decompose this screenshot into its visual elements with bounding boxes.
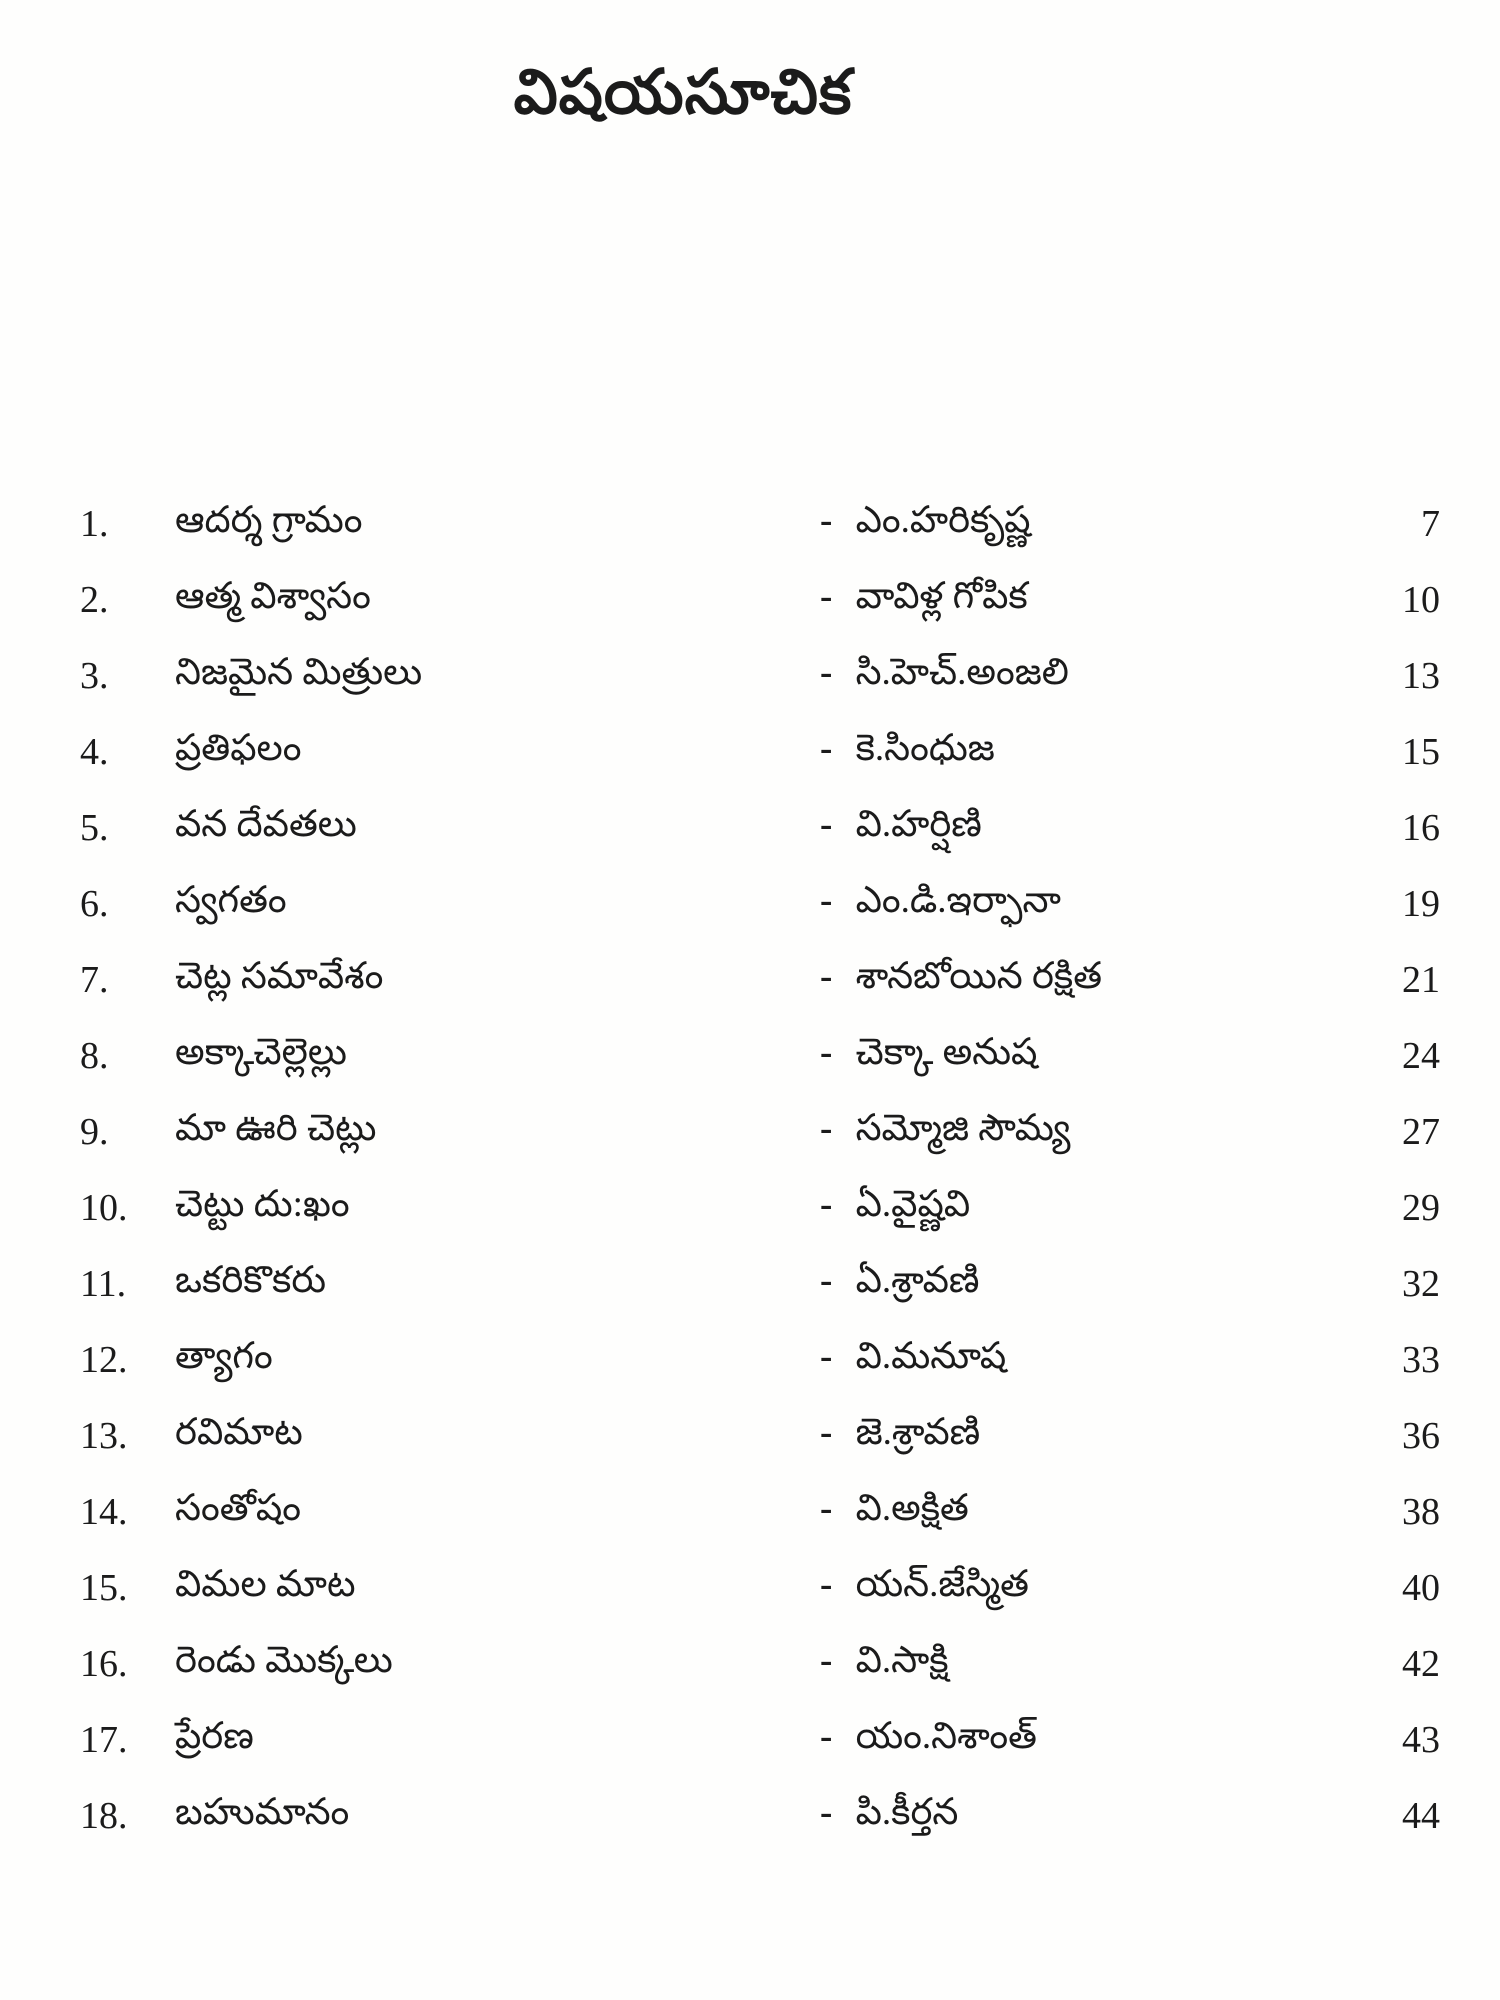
toc-row	[0, 942, 1500, 1018]
entry-number: 9.	[80, 1111, 109, 1153]
toc-row	[0, 1474, 1500, 1550]
author-dash: -	[820, 1639, 833, 1681]
toc-row	[0, 1626, 1500, 1702]
entry-title: మా ఊరి చెట్లు	[175, 1107, 377, 1149]
entry-page-number: 42	[1402, 1643, 1440, 1685]
entry-title: రెండు మొక్కలు	[175, 1639, 393, 1681]
entry-page-number: 32	[1402, 1263, 1440, 1305]
entry-page-number: 36	[1402, 1415, 1440, 1457]
toc-row	[0, 1094, 1500, 1170]
entry-author	[820, 1563, 1320, 1614]
entry-author	[820, 1487, 1320, 1538]
toc-row	[0, 1702, 1500, 1778]
entry-author	[820, 1335, 1320, 1386]
entry-number: 8.	[80, 1035, 109, 1077]
toc-row	[0, 1550, 1500, 1626]
entry-author	[820, 1411, 1320, 1462]
author-dash: -	[820, 1107, 833, 1149]
entry-number: 10.	[80, 1187, 128, 1229]
toc-row	[0, 1018, 1500, 1094]
entry-title: ఆదర్శ గ్రామం	[175, 499, 363, 541]
table-of-contents	[0, 486, 1500, 1854]
entry-page-number: 40	[1402, 1567, 1440, 1609]
entry-number: 4.	[80, 731, 109, 773]
author-name: శానబోయిన రక్షిత	[855, 955, 1103, 997]
entry-author	[820, 955, 1320, 1006]
entry-author	[820, 803, 1320, 854]
page-title: విషయసూచిక	[513, 59, 853, 127]
entry-page-number: 33	[1402, 1339, 1440, 1381]
entry-number: 6.	[80, 883, 109, 925]
entry-title: ప్రతిఫలం	[175, 727, 302, 769]
author-name: కె.సింధుజ	[855, 727, 995, 769]
entry-title: ఒకరికొకరు	[175, 1259, 327, 1301]
entry-title: నిజమైన మిత్రులు	[175, 651, 423, 693]
entry-page-number: 10	[1402, 579, 1440, 621]
author-dash: -	[820, 1715, 833, 1757]
author-dash: -	[820, 1487, 833, 1529]
author-dash: -	[820, 1031, 833, 1073]
author-name: వి.సాక్షి	[855, 1639, 949, 1681]
entry-title: విమల మాట	[175, 1563, 356, 1605]
entry-title: ఆత్మ విశ్వాసం	[175, 575, 371, 617]
toc-row	[0, 1778, 1500, 1854]
entry-number: 14.	[80, 1491, 128, 1533]
entry-page-number: 29	[1402, 1187, 1440, 1229]
toc-row	[0, 1170, 1500, 1246]
author-dash: -	[820, 727, 833, 769]
entry-number: 1.	[80, 503, 109, 545]
author-name: ఏ.వైష్ణవి	[855, 1183, 971, 1225]
entry-author	[820, 1031, 1320, 1082]
entry-title: బహుమానం	[175, 1791, 350, 1833]
entry-title: త్యాగం	[175, 1335, 273, 1377]
author-name: ఏ.శ్రావణి	[855, 1259, 980, 1301]
toc-row	[0, 638, 1500, 714]
entry-number: 13.	[80, 1415, 128, 1457]
author-name: పి.కీర్తన	[855, 1791, 959, 1833]
entry-page-number: 19	[1402, 883, 1440, 925]
entry-page-number: 16	[1402, 807, 1440, 849]
author-dash: -	[820, 1183, 833, 1225]
entry-page-number: 27	[1402, 1111, 1440, 1153]
entry-page-number: 24	[1402, 1035, 1440, 1077]
toc-row	[0, 1398, 1500, 1474]
author-name: వి.అక్షిత	[855, 1487, 969, 1529]
entry-number: 3.	[80, 655, 109, 697]
entry-author	[820, 1107, 1320, 1158]
author-name: జె.శ్రావణి	[855, 1411, 981, 1453]
author-dash: -	[820, 803, 833, 845]
entry-title: అక్కాచెల్లెల్లు	[175, 1031, 347, 1073]
entry-page-number: 44	[1402, 1795, 1440, 1837]
entry-number: 16.	[80, 1643, 128, 1685]
entry-title: వన దేవతలు	[175, 803, 357, 845]
author-name: వి.హర్షిణి	[855, 803, 982, 845]
entry-number: 5.	[80, 807, 109, 849]
author-dash: -	[820, 651, 833, 693]
author-name: ఎం.డి.ఇర్ఫానా	[855, 879, 1061, 921]
author-dash: -	[820, 1791, 833, 1833]
entry-author	[820, 879, 1320, 930]
author-dash: -	[820, 1411, 833, 1453]
author-dash: -	[820, 955, 833, 997]
entry-page-number: 38	[1402, 1491, 1440, 1533]
entry-author	[820, 1259, 1320, 1310]
entry-number: 2.	[80, 579, 109, 621]
entry-page-number: 21	[1402, 959, 1440, 1001]
author-name: సమ్మోజి సౌమ్య	[855, 1107, 1071, 1149]
toc-row	[0, 486, 1500, 562]
entry-author	[820, 651, 1320, 702]
entry-page-number: 43	[1402, 1719, 1440, 1761]
toc-row	[0, 1246, 1500, 1322]
author-dash: -	[820, 1259, 833, 1301]
author-name: యన్.జేస్మిత	[855, 1563, 1029, 1605]
entry-author	[820, 1639, 1320, 1690]
entry-page-number: 15	[1402, 731, 1440, 773]
author-dash: -	[820, 499, 833, 541]
author-dash: -	[820, 1335, 833, 1377]
author-name: వి.మనూష	[855, 1335, 1007, 1377]
entry-author	[820, 499, 1320, 550]
toc-row	[0, 866, 1500, 942]
author-name: ఎం.హరికృష్ణ	[855, 499, 1031, 541]
author-dash: -	[820, 1563, 833, 1605]
entry-author	[820, 727, 1320, 778]
toc-row	[0, 714, 1500, 790]
entry-title: ప్రేరణ	[175, 1715, 254, 1757]
entry-title: రవిమాట	[175, 1411, 303, 1453]
entry-page-number: 7	[1421, 503, 1440, 545]
entry-number: 12.	[80, 1339, 128, 1381]
entry-page-number: 13	[1402, 655, 1440, 697]
entry-number: 18.	[80, 1795, 128, 1837]
entry-title: చెట్టు దు:ఖం	[175, 1183, 350, 1225]
entry-title: సంతోషం	[175, 1487, 301, 1529]
author-name: సి.హెచ్.అంజలి	[855, 651, 1069, 693]
author-name: వావిళ్ల గోపిక	[855, 575, 1028, 617]
author-dash: -	[820, 575, 833, 617]
author-name: యం.నిశాంత్	[855, 1715, 1037, 1757]
entry-title: చెట్ల సమావేశం	[175, 955, 384, 997]
entry-number: 7.	[80, 959, 109, 1001]
entry-author	[820, 1183, 1320, 1234]
toc-row	[0, 562, 1500, 638]
entry-number: 15.	[80, 1567, 128, 1609]
entry-title: స్వగతం	[175, 879, 287, 921]
entry-author	[820, 575, 1320, 626]
toc-row	[0, 1322, 1500, 1398]
entry-number: 17.	[80, 1719, 128, 1761]
entry-author	[820, 1791, 1320, 1842]
entry-number: 11.	[80, 1263, 127, 1305]
author-name: చెక్కా అనుష	[855, 1031, 1038, 1073]
author-dash: -	[820, 879, 833, 921]
toc-row	[0, 790, 1500, 866]
entry-author	[820, 1715, 1320, 1766]
